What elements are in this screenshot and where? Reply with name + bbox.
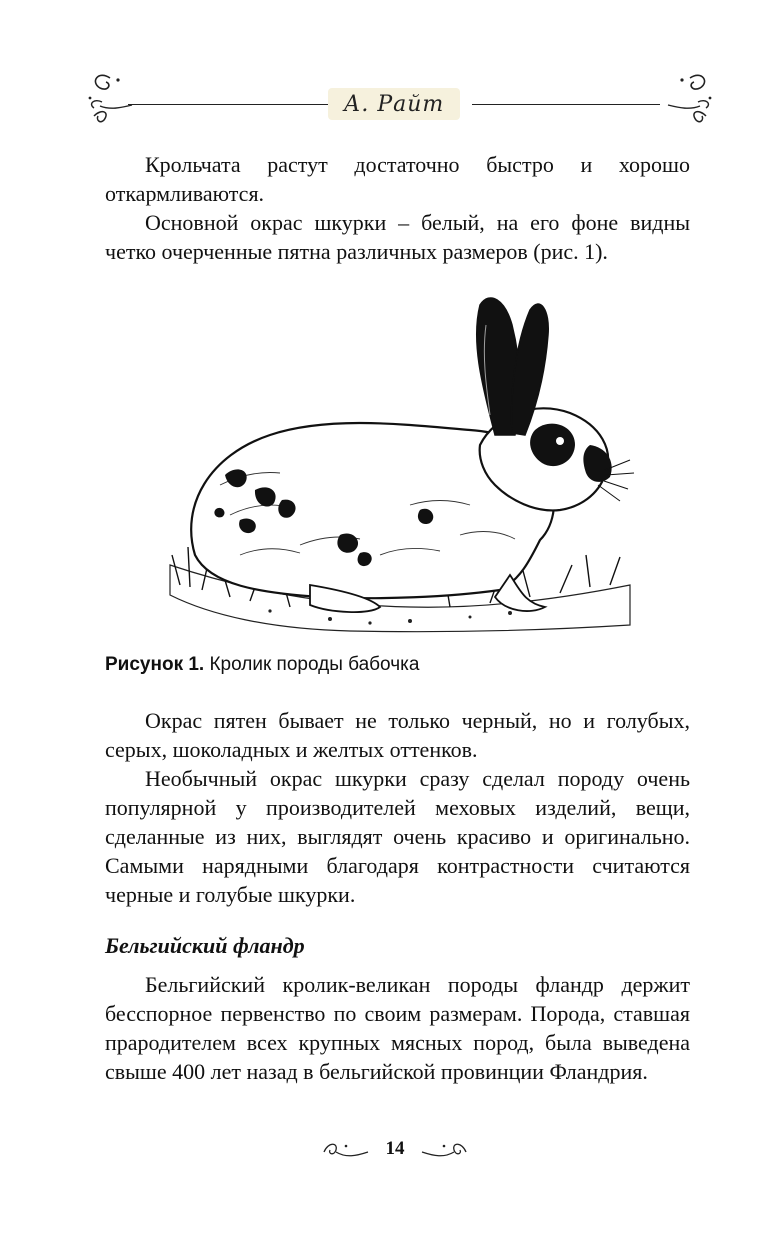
header-rule-right — [472, 104, 660, 105]
paragraph: Необычный окрас шкурки сразу сделал породу очень популярной у производителей меховых изделий, вещи, сделанные из них, выглядят очень красиво и оригинально. Самыми нарядными благодаря контрастности считаются черные и голубые шкурки. — [105, 766, 690, 907]
page-footer — [320, 1130, 470, 1170]
body-text-bottom — [105, 970, 690, 1086]
paragraph: Основной окрас шкурки – белый, на его фоне видны четко очерченные пятна различных размеров (рис. 1). — [105, 210, 690, 264]
flourish-ornament-footer-right-icon — [420, 1134, 470, 1164]
paragraph: Окрас пятен бывает не только черный, но и голубых, серых, шоколадных и желтых оттенков. — [105, 708, 690, 762]
header-author: А. Райт — [328, 88, 460, 120]
running-header — [80, 58, 700, 138]
section-heading: Бельгийский фландр — [105, 933, 305, 958]
flourish-ornament-left-icon — [80, 58, 140, 138]
caption-label: Рисунок 1. — [105, 654, 205, 675]
body-text-middle — [105, 706, 690, 909]
paragraph: Бельгийский кролик-великан породы фландр держит бесспорное первенство по своим размерам. Порода, ставшая прародителем всех крупных мясных пород, была выведена свыше 400 лет назад в бельгийской провинции Фландрия. — [105, 972, 690, 1084]
figure-caption — [105, 654, 419, 676]
flourish-ornament-right-icon — [660, 58, 720, 138]
caption-text: Кролик породы бабочка — [204, 654, 420, 675]
page-number: 14 — [385, 1138, 405, 1159]
rabbit-illustration — [150, 285, 640, 640]
paragraph: Крольчата растут достаточно быстро и хорошо откармливаются. — [105, 152, 690, 206]
body-text-top — [105, 150, 690, 266]
flourish-ornament-footer-left-icon — [320, 1134, 370, 1164]
